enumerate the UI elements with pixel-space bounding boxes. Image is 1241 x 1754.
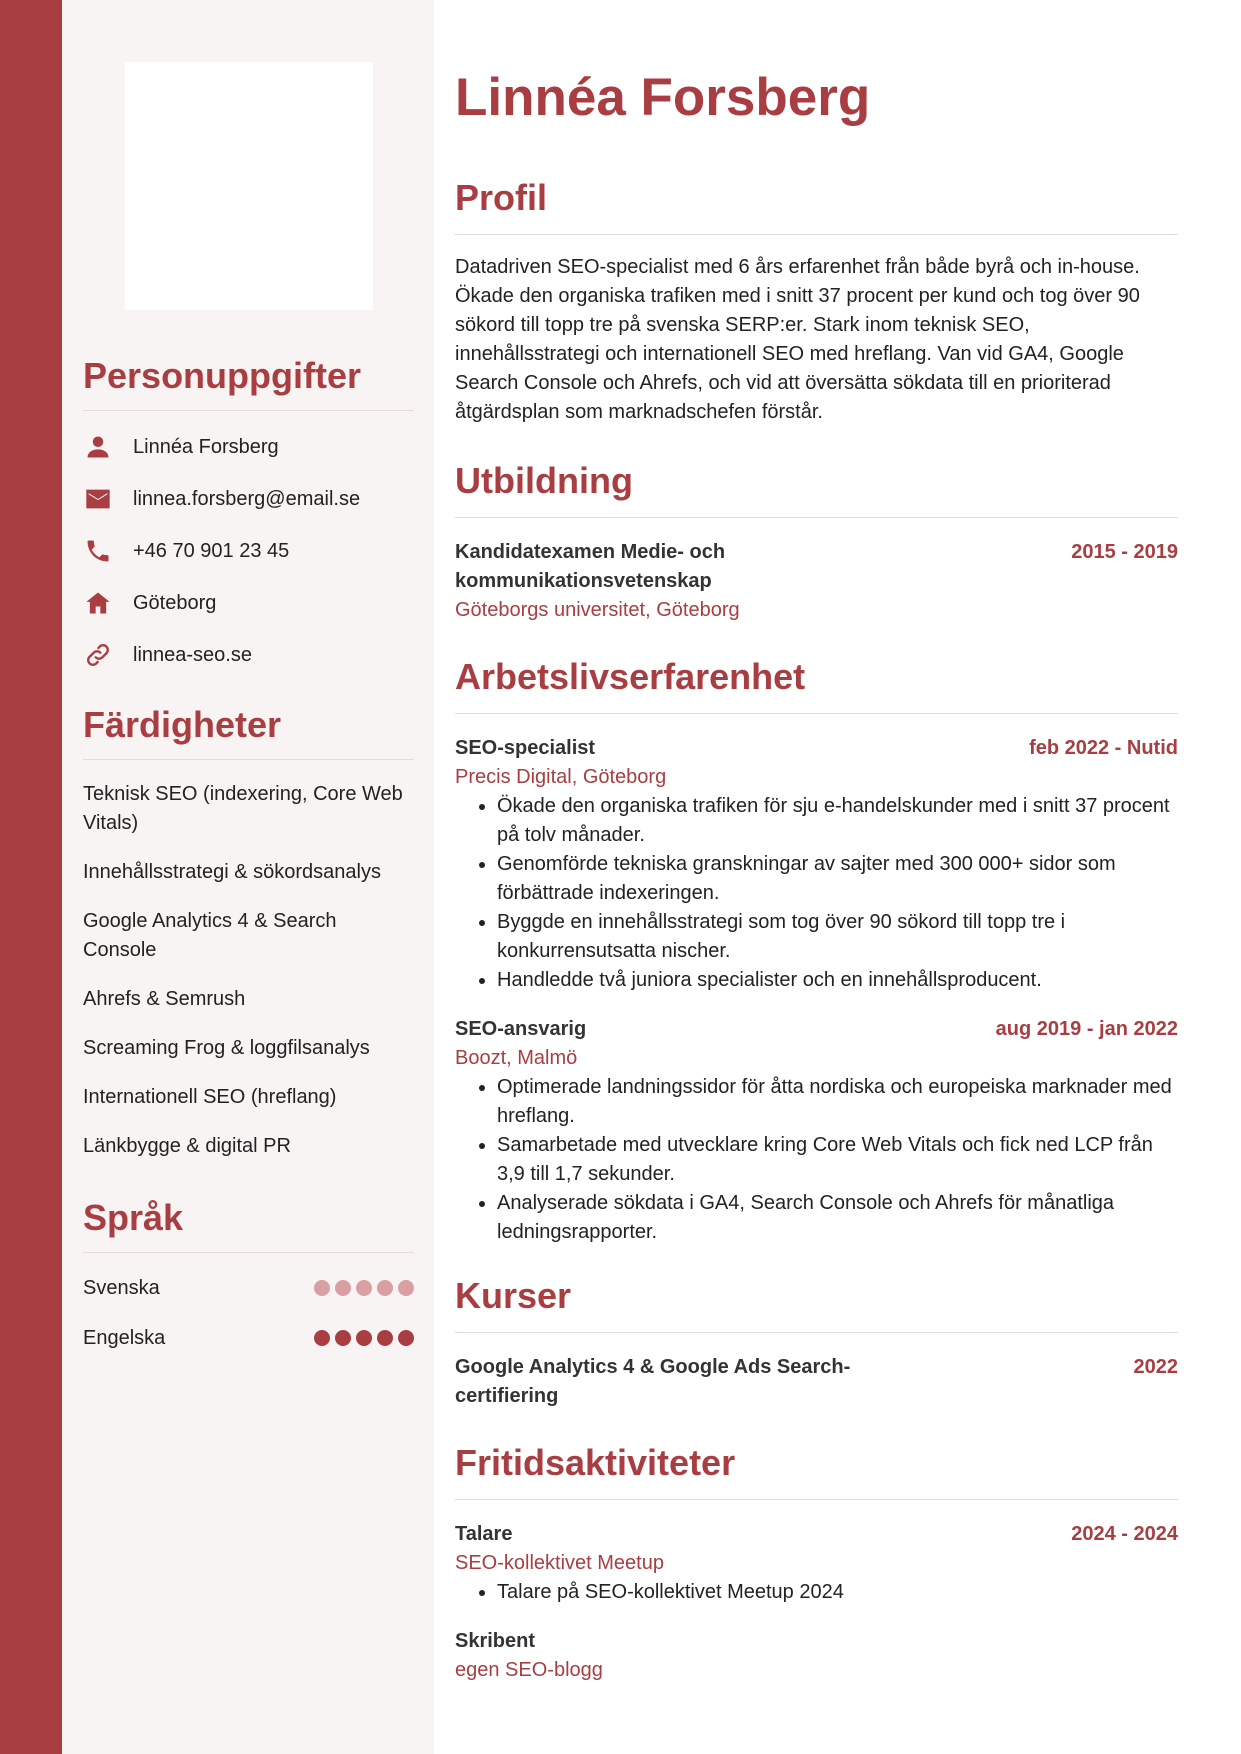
contact-location xyxy=(83,577,414,629)
work-heading: Arbetslivserfarenhet xyxy=(455,655,1178,714)
languages-heading: Språk xyxy=(83,1196,414,1253)
education-title: Kandidatexamen Medie- och kommunikationsvetenskap xyxy=(455,541,726,592)
link-icon xyxy=(83,640,113,670)
contact-phone[interactable] xyxy=(83,525,414,577)
accent-bar xyxy=(0,0,62,1754)
education-heading: Utbildning xyxy=(455,459,1178,518)
hobby-title: Skribent xyxy=(455,1630,536,1652)
job-bullet: • Genomförde tekniska granskningar av sajter med 300 000+ sidor som förbättrade indexeringen. xyxy=(497,850,1178,908)
job-company: Precis Digital, Göteborg xyxy=(455,766,667,788)
contact-name xyxy=(83,421,414,473)
skills-section xyxy=(83,703,414,1161)
level-dot xyxy=(314,1330,330,1346)
hobby-bullets xyxy=(455,1578,1178,1607)
hobbies-section xyxy=(455,1441,1178,1685)
hobby-entry xyxy=(455,1520,1178,1607)
profile-heading: Profil xyxy=(455,176,1178,235)
job-bullet: • Ökade den organiska trafiken för sju e-handelskunder med i snitt 37 procent på tolv månader. xyxy=(497,792,1178,850)
job-bullet: • Byggde en innehållsstrategi som tog över 90 sökord till topp tre i konkurrensutsatta nischer. xyxy=(497,908,1178,966)
hobby-org: egen SEO-blogg xyxy=(455,1659,603,1681)
profile-section xyxy=(455,176,1178,427)
education-date: 2015 - 2019 xyxy=(1071,541,1178,563)
skills-list xyxy=(83,780,414,1161)
level-dot xyxy=(356,1280,372,1296)
language-row xyxy=(83,1263,414,1313)
job-bullet: • Samarbetade med utvecklare kring Core Web Vitals och fick ned LCP från 3,9 till 1,7 sekunder. xyxy=(497,1131,1178,1189)
level-dot xyxy=(356,1330,372,1346)
job-date: feb 2022 - Nutid xyxy=(1029,737,1178,759)
personal-heading: Personuppgifter xyxy=(83,354,414,411)
job-bullet: • Handledde två juniora specialister och en innehållsproducent. xyxy=(497,966,1178,995)
language-level-dots xyxy=(314,1330,414,1346)
contact-list xyxy=(83,421,414,681)
job-entry xyxy=(455,734,1178,995)
contact-phone-text[interactable]: +46 70 901 23 45 xyxy=(133,539,290,562)
skill-item: Innehållsstrategi & sökordsanalys xyxy=(83,861,381,883)
profile-photo xyxy=(125,62,373,310)
education-section xyxy=(455,459,1178,625)
job-entry xyxy=(455,1015,1178,1247)
home-icon xyxy=(83,588,113,618)
level-dot xyxy=(314,1280,330,1296)
education-entry xyxy=(455,538,1178,625)
skill-item: Screaming Frog & loggfilsanalys xyxy=(83,1037,370,1059)
education-school: Göteborgs universitet, Göteborg xyxy=(455,599,740,621)
language-level-dots xyxy=(314,1280,414,1296)
language-row xyxy=(83,1313,414,1363)
skill-item: Länkbygge & digital PR xyxy=(83,1135,291,1157)
work-section xyxy=(455,655,1178,1247)
contact-name-text: Linnéa Forsberg xyxy=(133,435,279,458)
skill-item: Internationell SEO (hreflang) xyxy=(83,1086,337,1108)
language-name: Engelska xyxy=(83,1326,166,1349)
courses-section xyxy=(455,1274,1178,1411)
level-dot xyxy=(335,1330,351,1346)
course-entry xyxy=(455,1353,1178,1411)
languages-section xyxy=(83,1196,414,1363)
hobby-date: 2024 - 2024 xyxy=(1071,1523,1178,1545)
job-company: Boozt, Malmö xyxy=(455,1047,578,1069)
contact-website[interactable] xyxy=(83,629,414,681)
job-bullets xyxy=(455,792,1178,995)
hobby-bullet: • Talare på SEO-kollektivet Meetup 2024 xyxy=(497,1578,1178,1607)
level-dot xyxy=(398,1330,414,1346)
level-dot xyxy=(377,1280,393,1296)
language-name: Svenska xyxy=(83,1276,160,1299)
contact-location-text: Göteborg xyxy=(133,591,217,614)
mail-icon xyxy=(83,484,113,514)
job-bullet: • Analyserade sökdata i GA4, Search Console och Ahrefs för månatliga ledningsrapporter. xyxy=(497,1189,1178,1247)
contact-website-text[interactable]: linnea-seo.se xyxy=(133,643,252,666)
personal-section xyxy=(83,354,414,681)
job-bullets xyxy=(455,1073,1178,1247)
skills-heading: Färdigheter xyxy=(83,703,414,760)
level-dot xyxy=(377,1330,393,1346)
skill-item: Ahrefs & Semrush xyxy=(83,988,246,1010)
job-date: aug 2019 - jan 2022 xyxy=(995,1018,1178,1040)
hobby-entry xyxy=(455,1627,1178,1685)
candidate-name: Linnéa Forsberg xyxy=(455,68,871,127)
job-bullet: • Optimerade landningssidor för åtta nordiska och europeiska marknader med hreflang. xyxy=(497,1073,1178,1131)
phone-icon xyxy=(83,536,113,566)
hobbies-heading: Fritidsaktiviteter xyxy=(455,1441,1178,1500)
level-dot xyxy=(335,1280,351,1296)
languages-list xyxy=(83,1263,414,1363)
hobby-title: Talare xyxy=(455,1523,513,1545)
skill-item: Teknisk SEO (indexering, Core Web Vitals) xyxy=(83,783,403,834)
course-date: 2022 xyxy=(1133,1356,1178,1378)
job-title: SEO-specialist xyxy=(455,737,596,759)
level-dot xyxy=(398,1280,414,1296)
hobby-org: SEO-kollektivet Meetup xyxy=(455,1552,664,1574)
courses-heading: Kurser xyxy=(455,1274,1178,1333)
job-title: SEO-ansvarig xyxy=(455,1018,587,1040)
profile-text: Datadriven SEO-specialist med 6 års erfarenhet från både byrå och in-house. Ökade den organiska trafiken med i snitt 37 procent per kund och tog över 90 sökord till topp tre på svenska SERP:er. Stark inom teknisk SEO, innehållsstrategi och internationell SEO med hreflang. Van vid GA4, Google Search Console och Ahrefs, och vid att översätta sökdata till en prioriterad åtgärdsplan som marknadschefen förstår. xyxy=(455,256,1140,423)
person-icon xyxy=(83,432,113,462)
contact-email-text[interactable]: linnea.forsberg@email.se xyxy=(133,487,361,510)
skill-item: Google Analytics 4 & Search Console xyxy=(83,910,337,961)
course-title: Google Analytics 4 & Google Ads Search-certifiering xyxy=(455,1356,851,1407)
contact-email[interactable] xyxy=(83,473,414,525)
